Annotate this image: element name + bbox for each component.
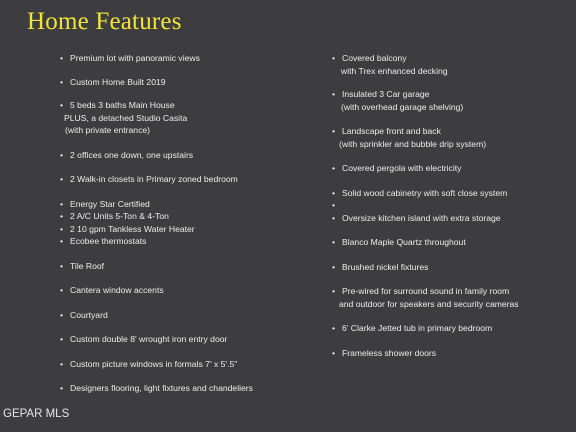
feature-item <box>60 76 328 89</box>
bullet-icon: • <box>332 163 336 173</box>
watermark: GEPAR MLS <box>3 408 70 420</box>
feature-text: Energy Star Certified <box>70 198 150 209</box>
feature-text: Custom double 8' wrought iron entry door <box>70 334 228 344</box>
feature-item <box>60 358 328 371</box>
feature-text: Solid wood cabinetry with soft close system <box>342 187 508 198</box>
bullet-icon: • <box>332 237 336 247</box>
feature-item <box>332 52 574 77</box>
bullet-icon: • <box>332 126 336 136</box>
feature-text: Cantera window accents <box>70 285 164 295</box>
feature-item <box>60 260 328 273</box>
feature-text: Landscape front and back <box>342 126 441 136</box>
bullet-icon: • <box>60 334 64 344</box>
feature-text: Blanco Maple Quartz throughout <box>342 237 466 247</box>
bullet-icon: • <box>60 174 64 184</box>
features-list-right <box>332 48 574 359</box>
feature-item <box>332 236 574 249</box>
feature-item <box>60 235 328 248</box>
bullet-icon: • <box>332 89 336 99</box>
bullet-icon: • <box>60 76 64 87</box>
feature-text: 2 10 gpm Tankless Water Heater <box>70 223 195 234</box>
feature-text: Frameless shower doors <box>342 347 437 358</box>
feature-item <box>60 382 328 395</box>
feature-item <box>332 199 574 212</box>
feature-text: Ecobee thermostats <box>70 236 147 246</box>
feature-text: Brushed nickel fixtures <box>342 261 429 272</box>
bullet-icon: • <box>332 261 336 272</box>
feature-text: Covered balcony <box>342 53 407 63</box>
feature-text: with Trex enhanced decking <box>341 65 448 76</box>
feature-text: PLUS, a detached Studio Casita <box>64 112 188 123</box>
bullet-icon: • <box>332 187 336 198</box>
feature-item <box>332 322 574 335</box>
feature-item <box>60 173 328 186</box>
feature-text: Insulated 3 Car garage <box>342 89 430 99</box>
feature-item <box>60 223 328 236</box>
feature-text: Custom Home Built 2019 <box>70 76 166 87</box>
bullet-icon: • <box>60 223 64 234</box>
feature-text: Designers flooring, light fixtures and chandeliers <box>70 383 253 393</box>
bullet-icon: • <box>60 285 64 295</box>
feature-item <box>332 347 574 360</box>
feature-item <box>60 210 328 223</box>
feature-item <box>332 261 574 274</box>
feature-text: 2 Walk-in closets in Primary zoned bedroom <box>70 174 238 184</box>
feature-text: 5 beds 3 baths Main House <box>70 100 175 110</box>
bullet-icon: • <box>60 358 64 369</box>
feature-text: Courtyard <box>70 309 108 320</box>
bullet-icon: • <box>60 236 64 246</box>
feature-text: (with private entrance) <box>65 125 151 135</box>
feature-text: Oversize kitchen island with extra storage <box>342 212 501 223</box>
feature-item <box>332 162 574 175</box>
bullet-icon: • <box>60 309 64 320</box>
feature-text: Tile Roof <box>70 260 105 271</box>
feature-text: Custom picture windows in formals 7' x 5'.5" <box>70 358 238 369</box>
bullet-icon: • <box>332 286 336 296</box>
bullet-icon: • <box>60 53 64 63</box>
feature-item <box>332 88 574 113</box>
feature-item <box>332 212 574 225</box>
feature-text: and outdoor for speakers and security cameras <box>339 298 519 309</box>
feature-item <box>60 198 328 211</box>
feature-item <box>332 187 574 200</box>
feature-item <box>60 309 328 322</box>
bullet-icon: • <box>60 211 64 221</box>
feature-text: Pre-wired for surround sound in family room <box>342 286 510 296</box>
feature-item <box>332 285 574 310</box>
bullet-icon: • <box>332 200 336 210</box>
feature-text: Premium lot with panoramic views <box>70 53 200 63</box>
feature-text: (with sprinkler and bubble drip system) <box>339 138 487 149</box>
feature-item <box>60 284 328 297</box>
feature-item <box>60 52 328 65</box>
feature-item <box>60 333 328 346</box>
bullet-icon: • <box>332 323 336 333</box>
features-list-left <box>60 48 328 395</box>
feature-text: 2 A/C Units 5-Ton & 4-Ton <box>70 211 169 221</box>
bullet-icon: • <box>60 149 64 160</box>
bullet-icon: • <box>60 383 64 393</box>
bullet-icon: • <box>60 260 64 271</box>
bullet-icon: • <box>60 198 64 209</box>
feature-text <box>342 199 574 212</box>
feature-item <box>332 125 574 150</box>
bullet-icon: • <box>60 100 64 110</box>
bullet-icon: • <box>332 53 336 63</box>
feature-item <box>60 149 328 162</box>
bullet-icon: • <box>332 347 336 358</box>
feature-text: 6' Clarke Jetted tub in primary bedroom <box>342 323 493 333</box>
bullet-icon: • <box>332 212 336 223</box>
feature-text: (with overhead garage shelving) <box>341 101 464 112</box>
feature-item <box>60 99 328 137</box>
feature-text: Covered pergola with electricity <box>342 163 462 173</box>
feature-text: 2 offices one down, one upstairs <box>70 149 194 160</box>
page-title: Home Features <box>27 8 182 35</box>
